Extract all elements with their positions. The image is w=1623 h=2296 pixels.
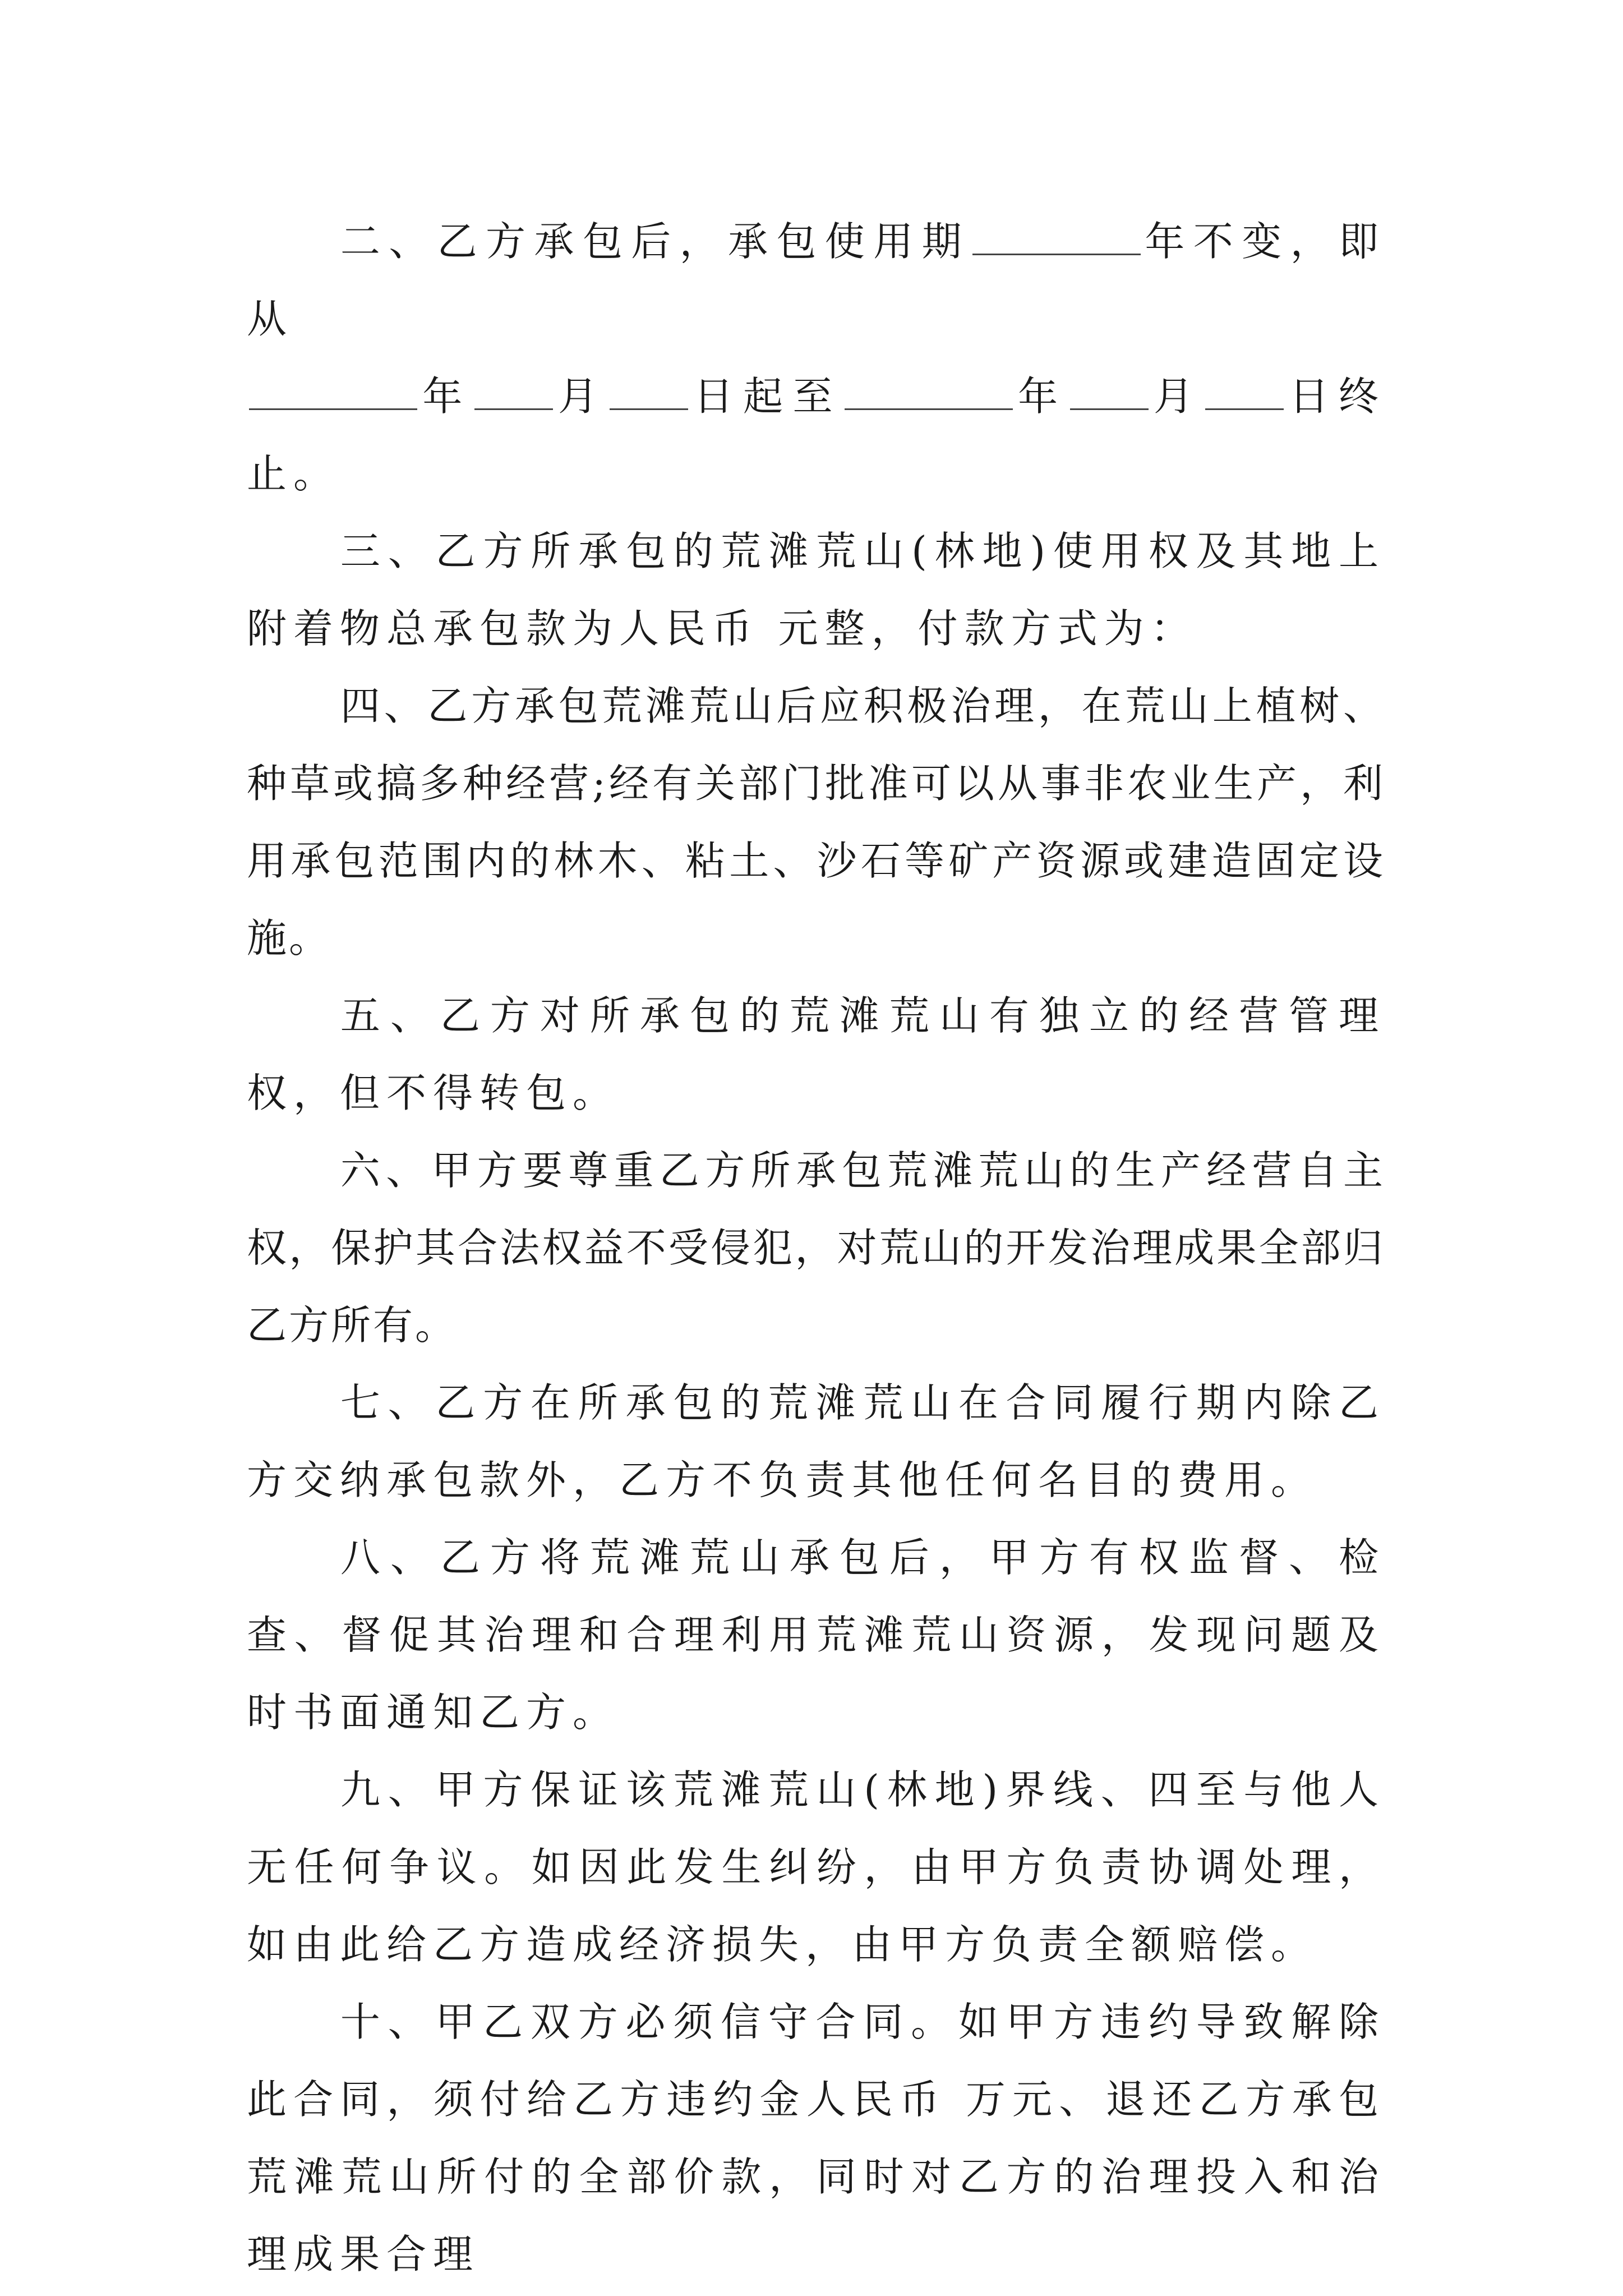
clause-2-text-f: 年 (1015, 373, 1068, 420)
clause-2-text-a: 二、乙方承包后，承包使用期 (340, 218, 970, 265)
clause-6: 六、甲方要尊重乙方所承包荒滩荒山的生产经营自主权，保护其合法权益不受侵犯，对荒山的开发治理成果全部归乙方所有。 (247, 1147, 1385, 1349)
clause-9: 九、甲方保证该荒滩荒山(林地)界线、四至与他人无任何争议。如因此发生纠纷，由甲方负责协调处理，如由此给乙方造成经济损失，由甲方负责全额赔偿。 (247, 1766, 1385, 1968)
clause-2-text-e: 日起至 (690, 373, 842, 420)
clause-2-text-b: 年不变，即从 (247, 218, 1385, 342)
clause-10: 十、甲乙双方必须信守合同。如甲方违约导致解除此合同，须付给乙方违约金人民币 万元、退还乙方承包荒滩荒山所付的全部价款，同时对乙方的治理投入和治理成果合理 (247, 1999, 1385, 2277)
start-year-blank (249, 372, 417, 410)
clause-4: 四、乙方承包荒滩荒山后应积极治理，在荒山上植树、种草或搞多种经营;经有关部门批准可以从事非农业生产，利用承包范围内的林木、粘土、沙石等矿产资源或建造固定设施。 (247, 683, 1385, 961)
clause-5: 五、乙方对所承包的荒滩荒山有独立的经营管理权，但不得转包。 (247, 992, 1385, 1116)
clause-2-text-c: 年 (419, 373, 472, 420)
clause-2-text-h: 日终止。 (247, 373, 1385, 497)
clause-2-text-d: 月 (555, 373, 608, 420)
end-month-blank (1070, 372, 1149, 410)
start-month-blank (474, 372, 553, 410)
term-years-blank (972, 218, 1141, 255)
start-day-blank (610, 372, 688, 410)
contract-body (247, 203, 1385, 2293)
clause-8: 八、乙方将荒滩荒山承包后，甲方有权监督、检查、督促其治理和合理利用荒滩荒山资源，发现问题及时书面通知乙方。 (247, 1534, 1385, 1736)
clause-2 (247, 203, 1385, 513)
clause-7: 七、乙方在所承包的荒滩荒山在合同履行期内除乙方交纳承包款外，乙方不负责其他任何名目的费用。 (247, 1379, 1385, 1503)
end-day-blank (1205, 372, 1284, 410)
end-year-blank (845, 372, 1013, 410)
clause-3: 三、乙方所承包的荒滩荒山(林地)使用权及其地上附着物总承包款为人民币 元整，付款方式为： (247, 528, 1385, 652)
clause-2-text-g: 月 (1150, 373, 1204, 420)
